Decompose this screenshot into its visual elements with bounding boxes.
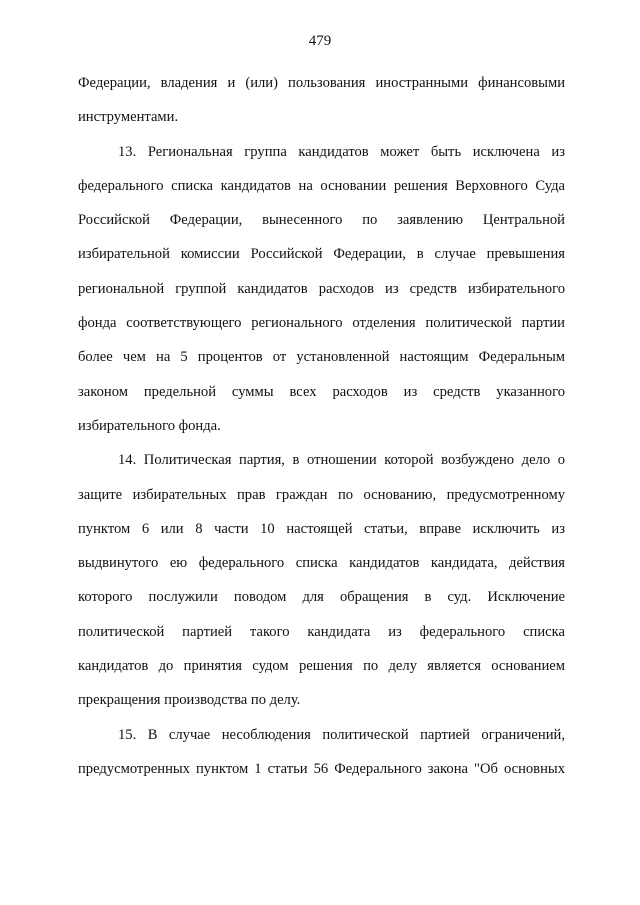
document-body [78, 66, 565, 786]
text-line: инструментами. [78, 109, 179, 126]
text-line: более чем на 5 процентов от установленной настоящим Федеральным [78, 349, 565, 366]
text-line: кандидатов до принятия судом решения по делу является основанием [78, 658, 565, 675]
text-line: которого послужили поводом для обращения в суд. Исключение [78, 589, 565, 606]
text-line: предусмотренных пунктом 1 статьи 56 Федерального закона "Об основных [78, 760, 565, 777]
text-line: избирательного фонда. [78, 417, 221, 434]
paragraph-13-start: 13. Региональная группа кандидатов может быть исключена из [118, 143, 565, 160]
text-line: федерального списка кандидатов на основании решения Верховного Суда [78, 177, 565, 194]
paragraph-14-start: 14. Политическая партия, в отношении которой возбуждено дело о [118, 452, 565, 469]
text-line: фонда соответствующего регионального отделения политической партии [78, 315, 565, 332]
text-line: политической партией такого кандидата из федерального списка [78, 623, 565, 640]
text-line: пунктом 6 или 8 части 10 настоящей статьи, вправе исключить из [78, 520, 565, 537]
text-line: избирательной комиссии Российской Федерации, в случае превышения [78, 246, 565, 263]
text-line: выдвинутого ею федерального списка кандидатов кандидата, действия [78, 555, 565, 572]
text-line: Российской Федерации, вынесенного по заявлению Центральной [78, 212, 565, 229]
text-line: прекращения производства по делу. [78, 692, 301, 709]
text-line: Федерации, владения и (или) пользования иностранными финансовыми [78, 75, 565, 91]
text-line: региональной группой кандидатов расходов из средств избирательного [78, 280, 565, 297]
paragraph-15-start: 15. В случае несоблюдения политической партией ограничений, [118, 726, 565, 743]
text-line: защите избирательных прав граждан по основанию, предусмотренному [78, 486, 565, 503]
page-number: 479 [308, 33, 332, 49]
text-line: законом предельной суммы всех расходов из средств указанного [78, 383, 565, 400]
